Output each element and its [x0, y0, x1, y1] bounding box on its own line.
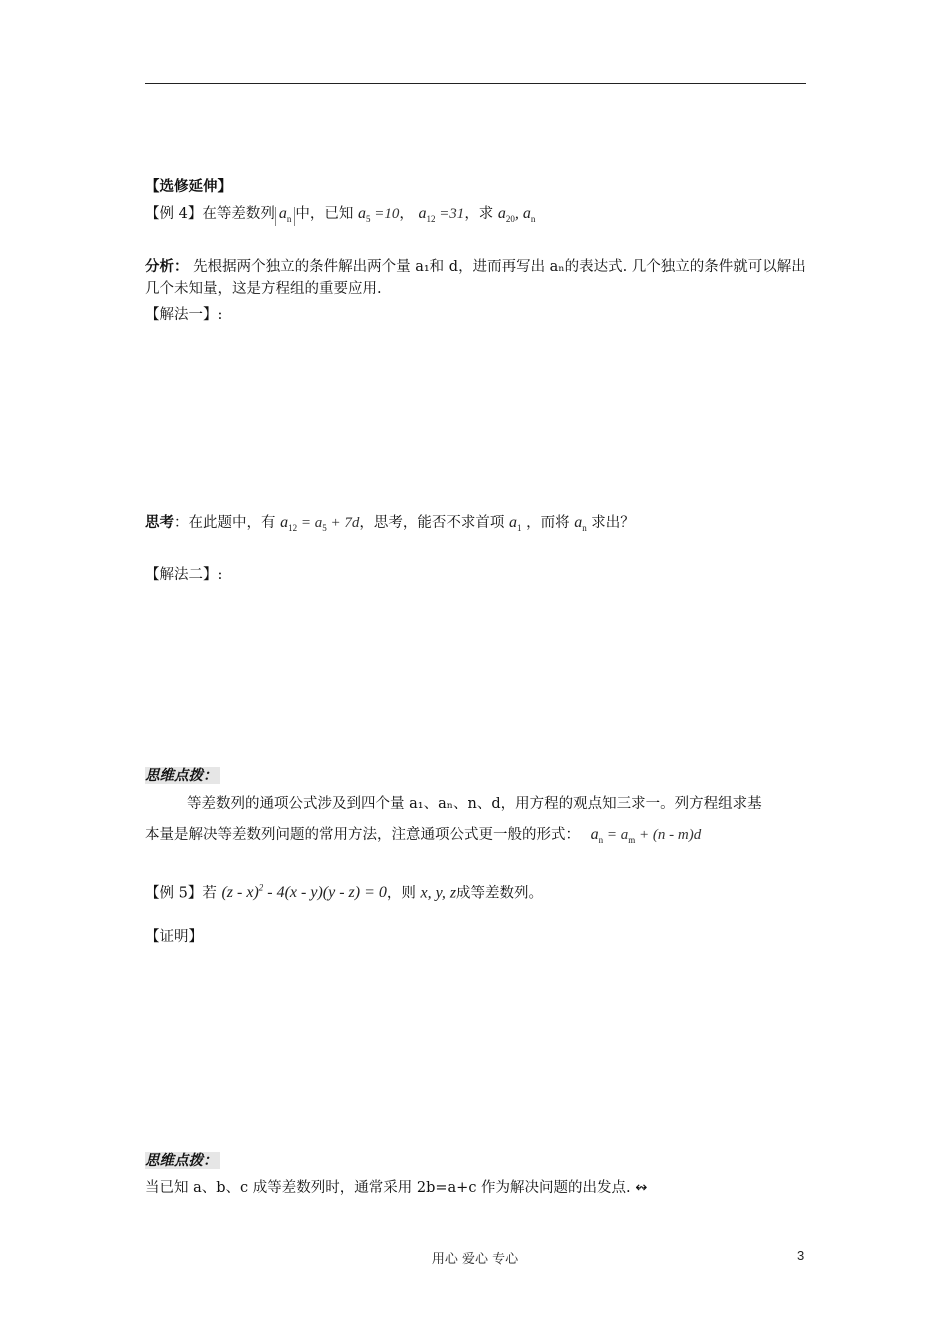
section-title: 【选修延伸】: [145, 178, 232, 195]
page-footer: 用心 爱心 专心: [431, 1252, 519, 1267]
proof-heading: 【证明】: [145, 929, 203, 945]
general-term-formula: $a_n = a_m + (n - m)d$: [590, 826, 702, 846]
tip-1-label: 思维点拨：: [145, 767, 218, 784]
target-terms: $a_{20}$, $a_n$: [497, 205, 536, 225]
header-rule: [145, 83, 806, 84]
tip-1-line-2: 本量是解决等差数列问题的常用方法，注意通项公式更一般的形式： $a_n = a_m + (n - m)d$: [145, 826, 702, 846]
formula-an: $a_n$: [574, 514, 587, 534]
condition-a12: $a_{12} =31$: [418, 205, 465, 225]
example-5-label: 【例 5】: [145, 885, 203, 902]
think-paragraph: 思考：在此题中，有 $a_{12} = a_5 + 7d$，思考，能否不求首项 $a_1$ ，而将 $a_n$ 求出？: [145, 514, 635, 534]
tip-2-paragraph: 当已知 a、b、c 成等差数列时，通常采用 2b=a+c 作为解决问题的出发点. ↭: [145, 1180, 648, 1196]
tip-2-label: 思维点拨：: [145, 1152, 218, 1169]
sequence-symbol: $a_n$: [275, 207, 296, 226]
squiggle-mark: ↭: [635, 1180, 648, 1196]
condition-a5: $a_5 =10$: [357, 205, 400, 225]
tip-1-line-1: 等差数列的通项公式涉及到四个量 a₁、aₙ、n、d，用方程的观点知三求一。列方程组求基: [187, 796, 762, 812]
equation: (z - x)$^2$ - 4(x - y)(y - z) = 0: [221, 883, 387, 902]
analysis-text: 先根据两个独立的条件解出两个量 a₁和 d，进而再写出 aₙ的表达式. 几个独立的条件就可以解出几个未知量，这是方程组的重要应用.: [145, 259, 806, 297]
example-4-label: 【例 4】: [145, 206, 203, 222]
analysis-paragraph: [145, 256, 806, 300]
tip-1-paragraph: [145, 793, 762, 851]
method-1-heading: 【解法一】:: [145, 307, 223, 323]
analysis-label: 分析：: [145, 258, 189, 275]
variables: x, y, z: [420, 884, 457, 902]
think-label: 思考: [145, 514, 174, 531]
example-4: 【例 4】在等差数列 $a_n$ 中，已知 $a_5 =10$， $a_{12} =31$，求 $a_{20}$, $a_n$: [145, 205, 536, 225]
formula-a1: $a_1$: [508, 514, 522, 534]
example-5: 【例 5】若 (z - x)$^2$ - 4(x - y)(y - z) = 0，则 x, y, z成等差数列。: [145, 883, 544, 902]
page-number: 3: [797, 1248, 805, 1263]
formula-a12: $a_{12} = a_5 + 7d$: [280, 514, 360, 534]
method-2-heading: 【解法二】:: [145, 567, 223, 583]
